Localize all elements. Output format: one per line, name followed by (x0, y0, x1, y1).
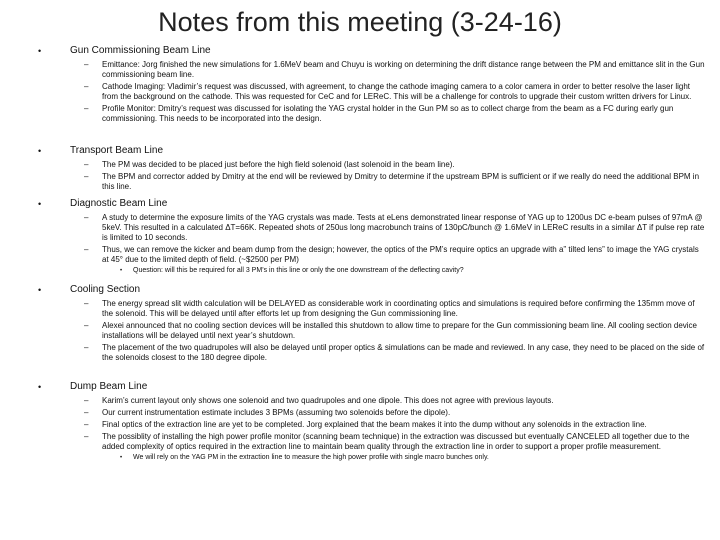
section-heading (0, 144, 720, 158)
item-text: Alexei announced that no cooling section devices will be installed this shutdown to allow time to prepare for the Gun commissioning beam line. All cooling section device installations will be delayed until next year’s shutdown. (102, 321, 697, 340)
list-item (0, 104, 720, 124)
list-item (0, 245, 720, 265)
item-text: Final optics of the extraction line are yet to be completed. Jorg explained that the beam makes it into the dump without any solenoids in the extraction line. (102, 420, 647, 429)
list-item (0, 82, 720, 102)
section-heading-text: Diagnostic Beam Line (70, 198, 168, 209)
item-text: The possiblity of installing the high power profile monitor (scanning beam technique) in the extraction was discussed but eventually CANCELED all together due to the added complexity of optics required in the extraction line to maintain beam quality through the extraction line in order to support a proper profile measurement. (102, 432, 690, 451)
dash-icon: – (84, 245, 89, 254)
dash-icon: – (84, 104, 89, 113)
dash-icon: – (84, 172, 89, 181)
dash-icon: – (84, 343, 89, 352)
section-gun-commissioning (0, 44, 720, 124)
bullet-icon: • (38, 285, 42, 295)
list-item (0, 343, 720, 363)
list-item (0, 408, 720, 418)
list-item (0, 396, 720, 406)
list-item (0, 60, 720, 80)
item-text: Profile Monitor: Dmitry’s request was discussed for isolating the YAG crystal holder in the Gun PM so as to collect charge from the beam as a FC during early gun commissioning. This needs to be incorporated into the design. (102, 104, 674, 123)
list-item (0, 299, 720, 319)
item-text: The PM was decided to be placed just before the high field solenoid (last solenoid in the beam line). (102, 160, 455, 169)
dash-icon: – (84, 213, 89, 222)
dash-icon: – (84, 408, 89, 417)
dash-icon: – (84, 160, 89, 169)
section-heading-text: Transport Beam Line (70, 145, 164, 156)
section-heading (0, 380, 720, 394)
section-heading (0, 283, 720, 297)
list-item (0, 213, 720, 243)
bullet-icon: • (38, 199, 42, 209)
bullet-icon: • (38, 382, 42, 392)
item-text: Karim’s current layout only shows one solenoid and two quadrupoles and one dipole. This does not agree with previous layouts. (102, 396, 554, 405)
dash-icon: – (84, 299, 89, 308)
list-item (0, 172, 720, 192)
list-item (0, 160, 720, 170)
page-title: Notes from this meeting (3-24-16) (158, 7, 562, 37)
dash-icon: – (84, 60, 89, 69)
bullet-icon: • (38, 46, 42, 56)
section-transport (0, 144, 720, 192)
dash-icon: – (84, 82, 89, 91)
item-text: The energy spread slit width calculation will be DELAYED as considerable work in coordinating optics and simulations is required before confirming the 135mm move of the solenoid. This will be delayed until after efforts let up from designing the Gun commissioning line. (102, 299, 695, 318)
item-text: The BPM and corrector added by Dmitry at the end will be reviewed by Dmitry to determine if the upstream BPM is sufficient or if we really do need the additional BPM in this line. (102, 172, 700, 191)
section-heading-text: Dump Beam Line (70, 381, 148, 392)
section-heading (0, 44, 720, 58)
bullet-icon: • (120, 268, 123, 274)
sub-item-text: We will rely on the YAG PM in the extraction line to measure the high power profile with single macro bunches only. (133, 454, 489, 461)
sub-item-text: Question: will this be required for all 3 PM’s in this line or only the one downstream of the deflecting cavity? (133, 267, 464, 274)
section-heading-text: Gun Commissioning Beam Line (70, 45, 211, 56)
list-item (0, 432, 720, 452)
section-dump (0, 380, 720, 463)
item-text: Thus, we can remove the kicker and beam dump from the design; however, the optics of the PM’s require optics an upgrade with a” tilted lens” to image the YAG crystals at 45° due to the limited depth of field. (~$2500 per PM) (102, 245, 699, 264)
item-text: A study to determine the exposure limits of the YAG crystals was made. Tests at eLens demonstrated linear response of YAG up to 1200us DC e-beam pulses of 97mA @ 5keV. This resulted in a calculated ΔT=66K. Repeated shots of 250us long macrobunch trains of 130pC/bunch @ 1.6MeV in LEReC results in a similar ΔT if pulse rep rate is limited to 10 seconds. (102, 213, 705, 242)
section-heading-text: Cooling Section (70, 284, 141, 295)
sub-list-item (0, 453, 720, 463)
dash-icon: – (84, 396, 89, 405)
item-text: Emittance: Jorg finished the new simulations for 1.6MeV beam and Chuyu is working on determining the drift distance range between the PM and emittance slit in the Gun commissioning beam line. (102, 60, 705, 79)
dash-icon: – (84, 432, 89, 441)
list-item (0, 420, 720, 430)
dash-icon: – (84, 321, 89, 330)
section-diagnostic (0, 197, 720, 276)
section-heading (0, 197, 720, 211)
section-cooling (0, 283, 720, 363)
bullet-icon: • (120, 455, 123, 461)
dash-icon: – (84, 420, 89, 429)
list-item (0, 321, 720, 341)
bullet-icon: • (38, 146, 42, 156)
item-text: Cathode Imaging: Vladimir’s request was discussed, with agreement, to change the cathode imaging camera to a color camera in order to better resolve the laser light from the background on the cathode. This was requested for CeC and for LEReC. This will be a challenge for controls to upgrade their custom written drivers for Linux. (102, 82, 692, 101)
item-text: Our current instrumentation estimate includes 3 BPMs (assuming two solenoids before the dipole). (102, 408, 451, 417)
item-text: The placement of the two quadrupoles will also be delayed until proper optics & simulations can be made and reviewed. In any case, they need to be placed on the side of the solenoids closest to the 180 degree dipole. (102, 343, 705, 362)
sub-list-item (0, 266, 720, 276)
